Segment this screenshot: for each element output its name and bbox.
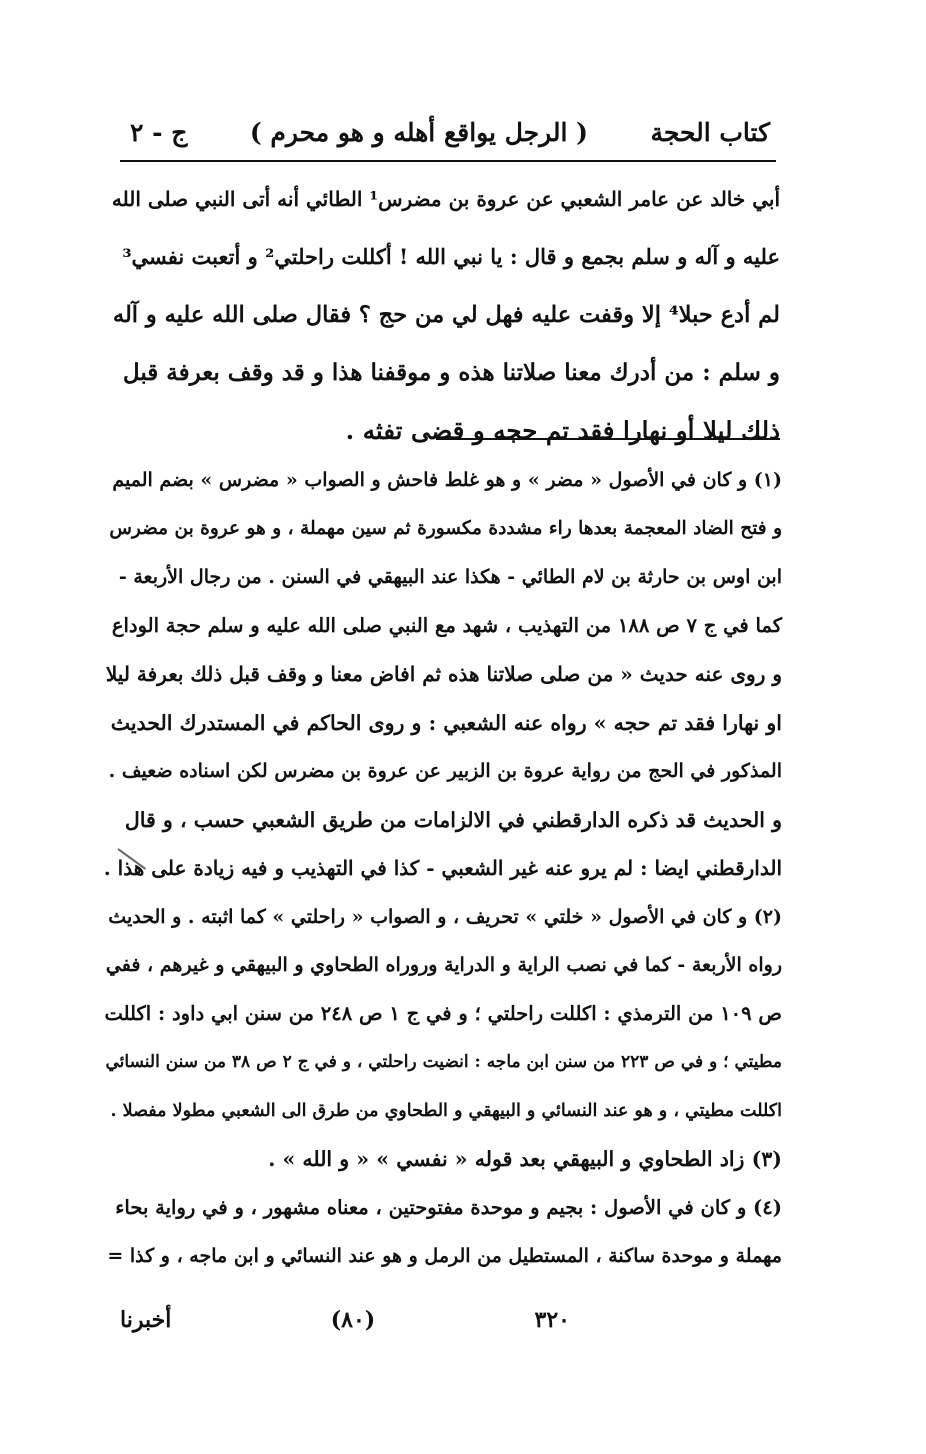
footnote-line: المذكور في الحج من رواية عروة بن الزبير عن عروة بن مضرس لكن اسناده ضعيف .: [108, 760, 782, 782]
main-text-line: أبي خالد عن عامر الشعبي عن عروة بن مضرس¹ الطائي أنه أتى النبي صلى الله: [111, 187, 780, 211]
main-text: [112, 170, 780, 460]
main-text-line: ذلك ليلا أو نهارا فقد تم حجه و قضى تفثه .: [345, 416, 780, 445]
footnote-line: مطيتي ؛ و في ص ٢٢٣ من سنن ابن ماجه : انضيت راحلتي ، و في ج ٢ ص ٣٨ من سنن النسائي: [105, 1052, 782, 1072]
footnote-line: (١) و كان في الأصول « مضر » و هو غلط فاحش و الصواب « مضرس » بضم الميم: [112, 469, 782, 491]
footnote-rule: [436, 438, 780, 440]
footnote-line: و الحديث قد ذكره الدارقطني في الالزامات من طريق الشعبي حسب ، و قال: [124, 807, 782, 832]
footnote-line: ص ١٠٩ من الترمذي : اكللت راحلتي ؛ و في ج ١ ص ٢٤٨ من سنن ابي داود : اكللت: [104, 1001, 782, 1025]
footnote-line: (٤) و كان في الأصول : بجيم و موحدة مفتوحتين ، معناه مشهور ، و في رواية بحاء: [115, 1195, 782, 1219]
footnote-line: الدارقطني ايضا : لم يرو عنه غير الشعبي - كذا في التهذيب و فيه زيادة على هذا .: [103, 856, 782, 880]
footnote-line: ابن اوس بن حارثة بن لام الطائي - هكذا عند البيهقي في السنن . من رجال الأربعة -: [118, 566, 782, 588]
footnote-line: اكللت مطيتي ، و هو عند النسائي و البيهقي و الطحاوي من طرق الى الشعبي مطولا مفصلا .: [110, 1100, 782, 1121]
footnote-line: مهملة و موحدة ساكنة ، المستطيل من الرمل و هو عند النسائي و ابن ماجه ، و كذا =: [107, 1245, 782, 1267]
footnote-line: (٢) و كان في الأصول « خلتي » تحريف ، و الصواب « راحلتي » كما اثبته . و الحديث: [108, 905, 782, 928]
footnote-line: او نهارا فقد تم حجه » رواه عنه الشعبي : و روى الحاكم في المستدرك الحديث: [110, 710, 782, 735]
footnote-line: (٣) زاد الطحاوي و البيهقي بعد قوله « نفسي » « و الله » .: [268, 1147, 782, 1171]
main-text-line: لم أدع حبلا⁴ إلا وقفت عليه فهل لي من حج ؟ فقال صلى الله عليه و آله: [112, 302, 780, 328]
main-text-line: عليه و آله و سلم بجمع و قال : يا نبي الله ! أكللت راحلتي² و أتعبت نفسي³: [122, 244, 780, 269]
signature-mark: (٨٠): [330, 1307, 376, 1333]
footnote-line: و روى عنه حديث « من صلى صلاتنا هذه ثم افاض معنا و وقف قبل ذلك بعرفة ليلا: [105, 662, 782, 686]
running-header: [130, 112, 770, 152]
footnotes: [104, 456, 782, 1281]
main-text-line: و سلم : من أدرك معنا صلاتنا هذه و موقفنا هذا و قد وقف بعرفة قبل: [122, 359, 780, 386]
page-footer: [120, 1300, 570, 1340]
footnote-line: كما في ج ٧ ص ١٨٨ من التهذيب ، شهد مع النبي صلى الله عليه و سلم حجة الوداع: [111, 613, 782, 637]
volume-label: ج - ٢: [130, 117, 188, 147]
footnote-line: و فتح الضاد المعجمة بعدها راء مشددة مكسورة ثم سين مهملة ، و هو عروة بن مضرس: [109, 517, 782, 539]
chapter-title: ( الرجل يواقع أهله و هو محرم ): [249, 117, 588, 147]
catchword: أخبرنا: [120, 1307, 172, 1333]
footnote-line: رواه الأربعة - كما في نصب الراية و الدراية وروراه الطحاوي و البيهقي و غيرهم ، ففي: [105, 954, 782, 976]
page-number: ٣٢٠: [534, 1307, 570, 1333]
header-rule: [120, 160, 776, 162]
book-title: كتاب الحجة: [650, 117, 770, 147]
